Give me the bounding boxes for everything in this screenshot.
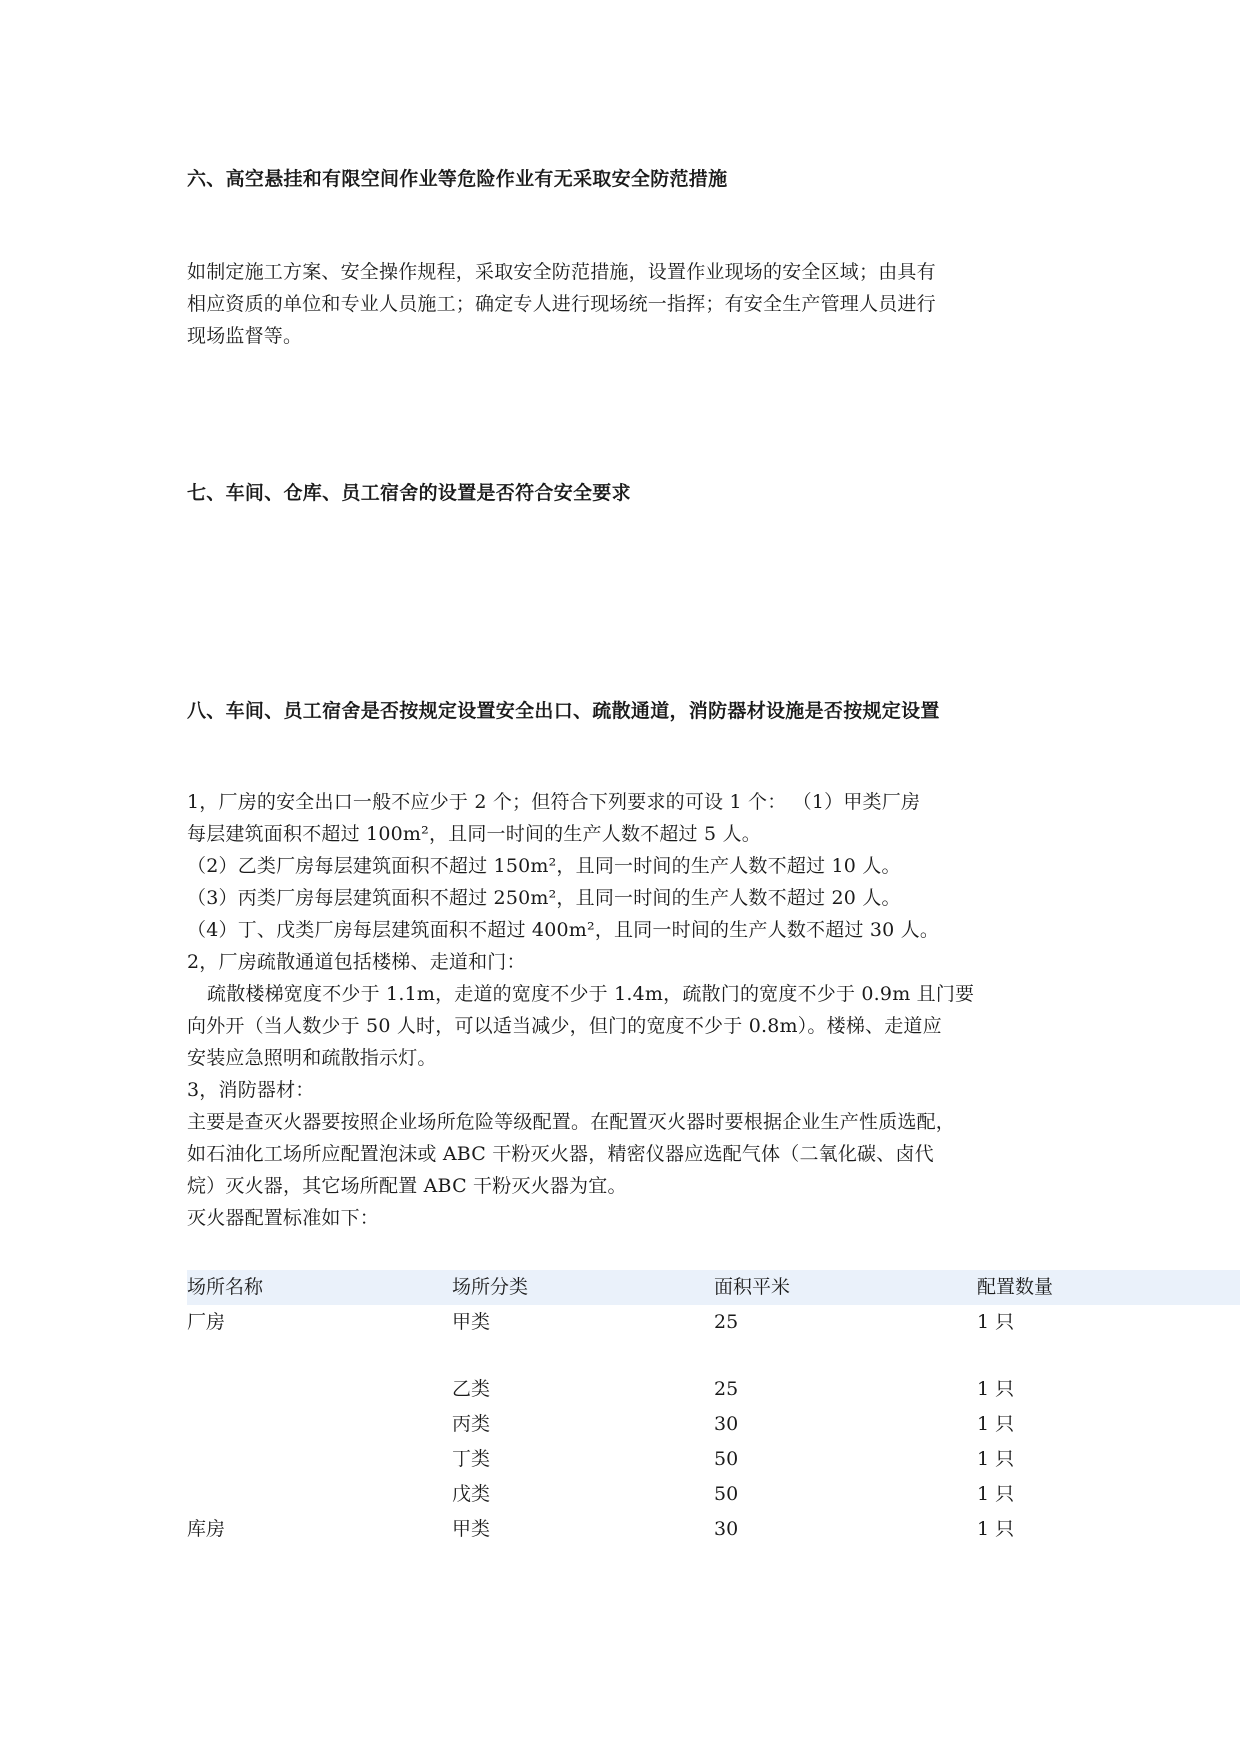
section-8-heading: 八、车间、员工宿舍是否按规定设置安全出口、疏散通道，消防器材设施是否按规定设置 — [187, 700, 940, 722]
body-line: 灭火器配置标准如下： — [187, 1207, 380, 1229]
body-line: 3，消防器材： — [187, 1079, 315, 1101]
table-row — [187, 1512, 1240, 1547]
body-line: 每层建筑面积不超过 100m²，且同一时间的生产人数不超过 5 人。 — [187, 823, 761, 845]
table-cell: 1 只 — [977, 1483, 1015, 1505]
table-cell: 25 — [714, 1311, 739, 1333]
body-line: 向外开（当人数少于 50 人时，可以适当减少，但门的宽度不少于 0.8m）。楼梯、走道应 — [187, 1015, 942, 1037]
table-cell: 30 — [714, 1518, 739, 1540]
table-row — [187, 1442, 1240, 1477]
body-line: （2）乙类厂房每层建筑面积不超过 150m²，且同一时间的生产人数不超过 10 人。 — [187, 855, 901, 877]
section-6-heading: 六、高空悬挂和有限空间作业等危险作业有无采取安全防范措施 — [187, 168, 728, 190]
table-cell: 1 只 — [977, 1448, 1015, 1470]
table-row — [187, 1305, 1240, 1372]
table-header-cell: 配置数量 — [977, 1276, 1054, 1298]
body-line: （3）丙类厂房每层建筑面积不超过 250m²，且同一时间的生产人数不超过 20 人。 — [187, 887, 901, 909]
body-line: 疏散楼梯宽度不少于 1.1m，走道的宽度不少于 1.4m，疏散门的宽度不少于 0.9m 且门要 — [207, 983, 975, 1005]
table-cell: 甲类 — [452, 1518, 491, 1540]
table-cell: 甲类 — [452, 1311, 491, 1333]
body-line: 烷）灭火器，其它场所配置 ABC 干粉灭火器为宜。 — [187, 1175, 627, 1197]
table-row — [187, 1477, 1240, 1512]
body-line: 相应资质的单位和专业人员施工；确定专人进行现场统一指挥；有安全生产管理人员进行 — [187, 293, 936, 315]
body-line: 主要是查灭火器要按照企业场所危险等级配置。在配置灭火器时要根据企业生产性质选配， — [187, 1111, 956, 1133]
table-cell: 1 只 — [977, 1413, 1015, 1435]
body-line: （4）丁、戊类厂房每层建筑面积不超过 400m²，且同一时间的生产人数不超过 30 人。 — [187, 919, 940, 941]
table-header-row — [187, 1270, 1240, 1305]
body-line: 如制定施工方案、安全操作规程，采取安全防范措施，设置作业现场的安全区域；由具有 — [187, 261, 936, 283]
table-cell: 50 — [714, 1483, 739, 1505]
table-cell: 1 只 — [977, 1378, 1015, 1400]
table-cell: 25 — [714, 1378, 739, 1400]
table-cell: 1 只 — [977, 1311, 1015, 1333]
body-line: 现场监督等。 — [187, 325, 303, 347]
table-cell: 厂房 — [187, 1311, 226, 1333]
extinguisher-table — [187, 1270, 1240, 1547]
section-6-body — [187, 256, 1067, 352]
table-header-cell: 场所分类 — [452, 1276, 529, 1298]
body-line: 2，厂房疏散通道包括楼梯、走道和门： — [187, 951, 526, 973]
section-7-heading: 七、车间、仓库、员工宿舍的设置是否符合安全要求 — [187, 482, 631, 504]
table-cell: 丁类 — [452, 1448, 491, 1470]
body-line: 安装应急照明和疏散指示灯。 — [187, 1047, 437, 1069]
body-line: 如石油化工场所应配置泡沫或 ABC 干粉灭火器，精密仪器应选配气体（二氧化碳、卤代 — [187, 1143, 934, 1165]
body-line: 1，厂房的安全出口一般不应少于 2 个；但符合下列要求的可设 1 个： （1）甲类厂房 — [187, 791, 921, 813]
table-cell: 乙类 — [452, 1378, 491, 1400]
table-cell: 1 只 — [977, 1518, 1015, 1540]
table-cell: 丙类 — [452, 1413, 491, 1435]
table-cell: 戊类 — [452, 1483, 491, 1505]
table-cell: 库房 — [187, 1518, 226, 1540]
table-cell: 30 — [714, 1413, 739, 1435]
table-header-cell: 场所名称 — [187, 1276, 264, 1298]
section-8-body — [187, 786, 1087, 1234]
table-cell: 50 — [714, 1448, 739, 1470]
table-row — [187, 1407, 1240, 1442]
table-header-cell: 面积平米 — [714, 1276, 791, 1298]
table-row — [187, 1372, 1240, 1407]
